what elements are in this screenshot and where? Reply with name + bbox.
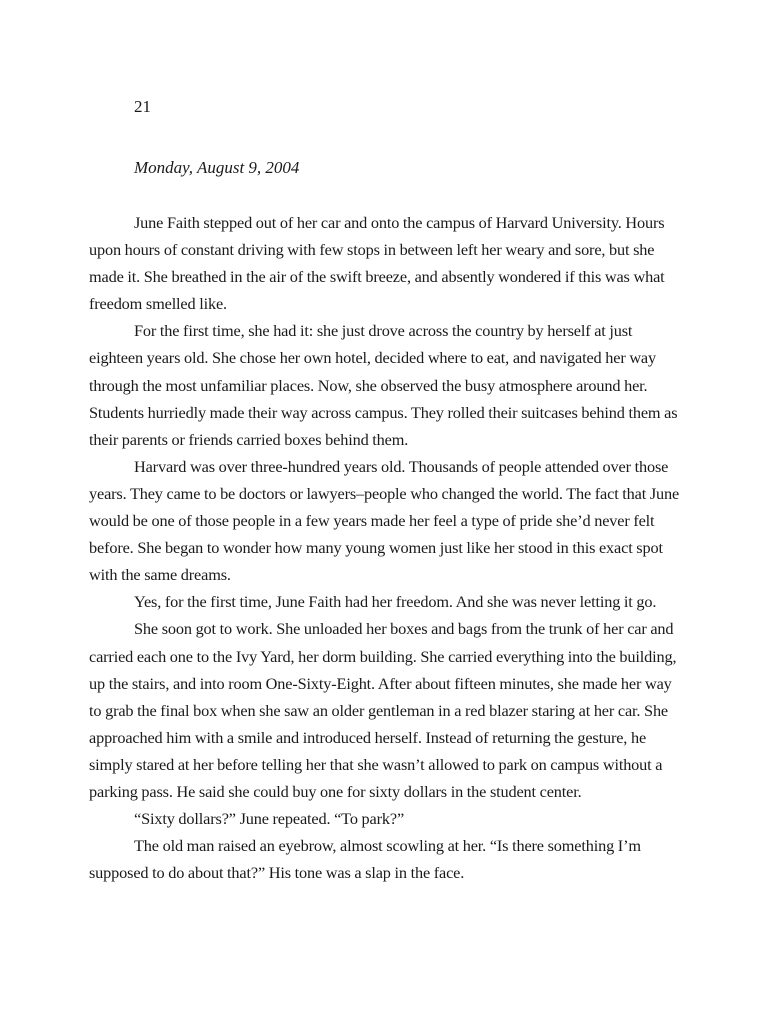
- chapter-body: [89, 209, 684, 886]
- paragraph: She soon got to work. She unloaded her boxes and bags from the trunk of her car and carried each one to the Ivy Yard, her dorm building. She carried everything into the building, up the stairs, and into room One-Sixty-Eight. After about fifteen minutes, she made her way to grab the final box when she saw an older gentleman in a red blazer staring at her car. She approached him with a smile and introduced herself. Instead of returning the gesture, he simply stared at her before telling her that she wasn’t allowed to park on campus without a parking pass. He said she could buy one for sixty dollars in the student center.: [89, 619, 677, 801]
- paragraph: Yes, for the first time, June Faith had her freedom. And she was never letting it go.: [134, 592, 657, 612]
- paragraph: Harvard was over three-hundred years old. Thousands of people attended over those years. They came to be doctors or lawyers–people who changed the world. The fact that June would be one of those people in a few years made her feel a type of pride she’d never felt before. She began to wonder how many young women just like her stood in this exact spot with the same dreams.: [89, 456, 680, 585]
- paragraph: For the first time, she had it: she just drove across the country by herself at just eighteen years old. She chose her own hotel, decided where to eat, and navigated her way through the most unfamiliar places. Now, she observed the busy atmosphere around her. Students hurriedly made their way across campus. They rolled their suitcases behind them as their parents or friends carried boxes behind them.: [89, 321, 678, 449]
- chapter-number: 21: [134, 97, 151, 116]
- chapter-date: Monday, August 9, 2004: [134, 158, 300, 177]
- paragraph: June Faith stepped out of her car and onto the campus of Harvard University. Hours upon hours of constant driving with few stops in between left her weary and sore, but she made it. She breathed in the air of the swift breeze, and absently wondered if this was what freedom smelled like.: [89, 213, 665, 314]
- paragraph: “Sixty dollars?” June repeated. “To park?”: [134, 809, 405, 829]
- paragraph: The old man raised an eyebrow, almost scowling at her. “Is there something I’m supposed to do about that?” His tone was a slap in the face.: [89, 836, 641, 883]
